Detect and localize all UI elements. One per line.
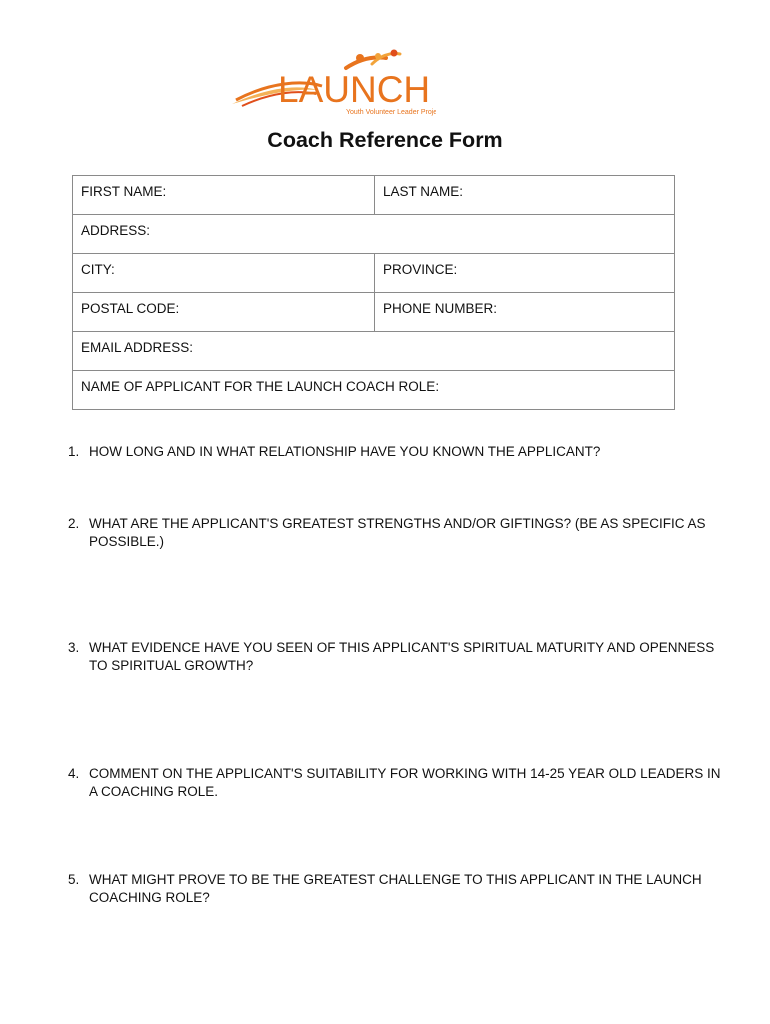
first-name-field[interactable]: FIRST NAME: [73,176,375,215]
question-number: 2. [68,516,80,531]
question-text: HOW LONG AND IN WHAT RELATIONSHIP HAVE YOU KNOWN THE APPLICANT? [89,444,601,459]
question-number: 1. [68,444,80,459]
province-field[interactable]: PROVINCE: [383,262,458,277]
phone-number-field[interactable]: PHONE NUMBER: [383,301,498,316]
applicant-info-table [72,175,675,410]
postal-code-field[interactable]: POSTAL CODE: [73,293,375,332]
address-field[interactable]: ADDRESS: [81,223,151,238]
question-4 [68,765,728,801]
question-number: 4. [68,766,80,781]
table-row [73,176,674,215]
logo-wordmark: LAUNCH [278,69,431,110]
email-address-field[interactable]: EMAIL ADDRESS: [81,340,194,355]
question-number: 3. [68,640,80,655]
question-text: WHAT ARE THE APPLICANT'S GREATEST STRENGTHS AND/OR GIFTINGS? (BE AS SPECIFIC AS POSSIBLE.) [89,516,706,549]
question-text: WHAT MIGHT PROVE TO BE THE GREATEST CHALLENGE TO THIS APPLICANT IN THE LAUNCH COACHING ROLE? [89,872,702,905]
logo-tagline: Youth Volunteer Leader Project [346,109,436,116]
question-1 [68,443,728,461]
question-2 [68,515,728,551]
table-row [73,370,674,410]
question-text: COMMENT ON THE APPLICANT'S SUITABILITY FOR WORKING WITH 14-25 YEAR OLD LEADERS IN A COACHING ROLE. [89,766,721,799]
launch-logo [226,44,436,120]
city-field[interactable]: CITY: [73,254,375,293]
table-row [73,292,674,332]
question-5 [68,871,728,907]
last-name-field[interactable]: LAST NAME: [383,184,464,199]
question-number: 5. [68,872,80,887]
table-row [73,214,674,254]
applicant-name-field[interactable]: NAME OF APPLICANT FOR THE LAUNCH COACH ROLE: [81,379,440,394]
question-text: WHAT EVIDENCE HAVE YOU SEEN OF THIS APPLICANT'S SPIRITUAL MATURITY AND OPENNESS TO SPIRITUAL GROWTH? [89,640,715,673]
page-title: Coach Reference Form [267,128,503,152]
table-row [73,253,674,293]
table-row [73,331,674,371]
question-3 [68,639,728,675]
